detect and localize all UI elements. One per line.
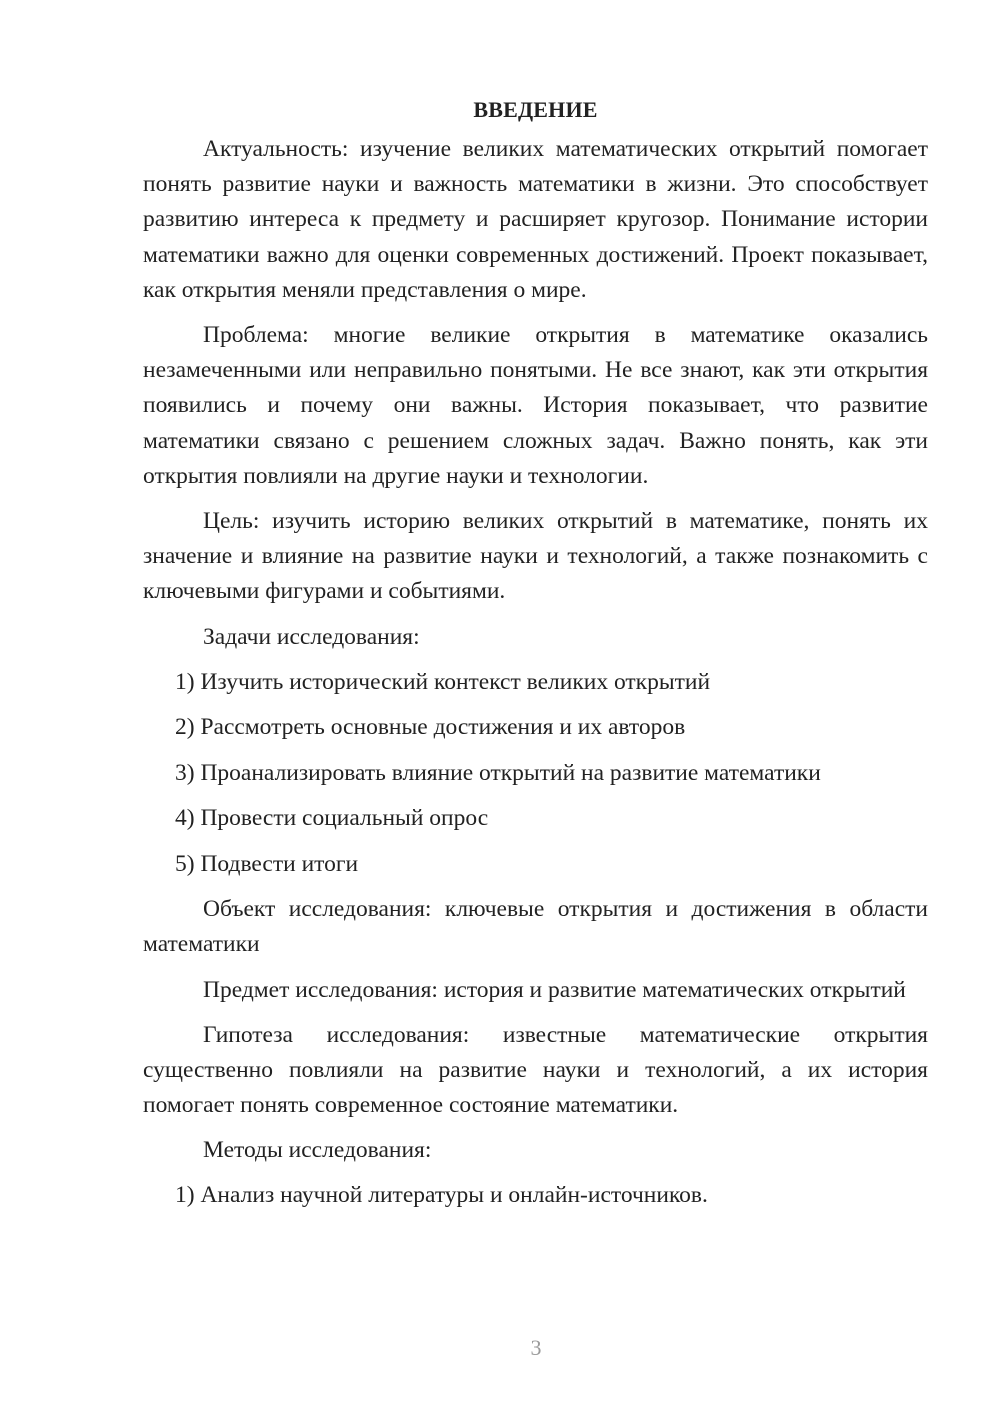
goal-paragraph: Цель: изучить историю великих открытий в математике, понять их значение и влияние на развитие науки и технологий, а также познакомить с ключевыми фигурами и событиями. <box>143 508 928 605</box>
page-content <box>143 94 928 1224</box>
object-paragraph: Объект исследования: ключевые открытия и достижения в области математики <box>143 896 928 958</box>
problem-paragraph: Проблема: многие великие открытия в математике оказались незамеченными или неправильно понятыми. Не все знают, как эти открытия появились и почему они важны. История показывает, что развитие математики связано с решением сложных задач. Важно понять, как эти открытия повлияли на другие науки и технологии. <box>143 322 928 489</box>
task-item: 5) Подвести итоги <box>175 850 359 877</box>
page-number: 3 <box>530 1335 542 1360</box>
task-item: 1) Изучить исторический контекст великих открытий <box>175 668 711 695</box>
relevance-paragraph: Актуальность: изучение великих математических открытий помогает понять развитие науки и важность математики в жизни. Это способствует развитию интереса к предмету и расширяет кругозор. Понимание истории математики важно для оценки современных достижений. Проект показывает, как открытия меняли представления о мире. <box>143 136 928 303</box>
method-item: 1) Анализ научной литературы и онлайн-источников. <box>175 1182 708 1209</box>
tasks-list <box>143 665 928 882</box>
subject-paragraph: Предмет исследования: история и развитие математических открытий <box>203 976 906 1003</box>
tasks-label: Задачи исследования: <box>203 623 420 650</box>
methods-label: Методы исследования: <box>203 1137 432 1164</box>
task-item: 3) Проанализировать влияние открытий на развитие математики <box>175 759 821 786</box>
methods-list <box>143 1178 928 1213</box>
section-heading: ВВЕДЕНИЕ <box>473 97 598 122</box>
hypothesis-paragraph: Гипотеза исследования: известные математические открытия существенно повлияли на развитие науки и технологий, а их история помогает понять современное состояние математики. <box>143 1021 928 1119</box>
task-item: 2) Рассмотреть основные достижения и их авторов <box>175 714 686 741</box>
task-item: 4) Провести социальный опрос <box>175 805 489 832</box>
